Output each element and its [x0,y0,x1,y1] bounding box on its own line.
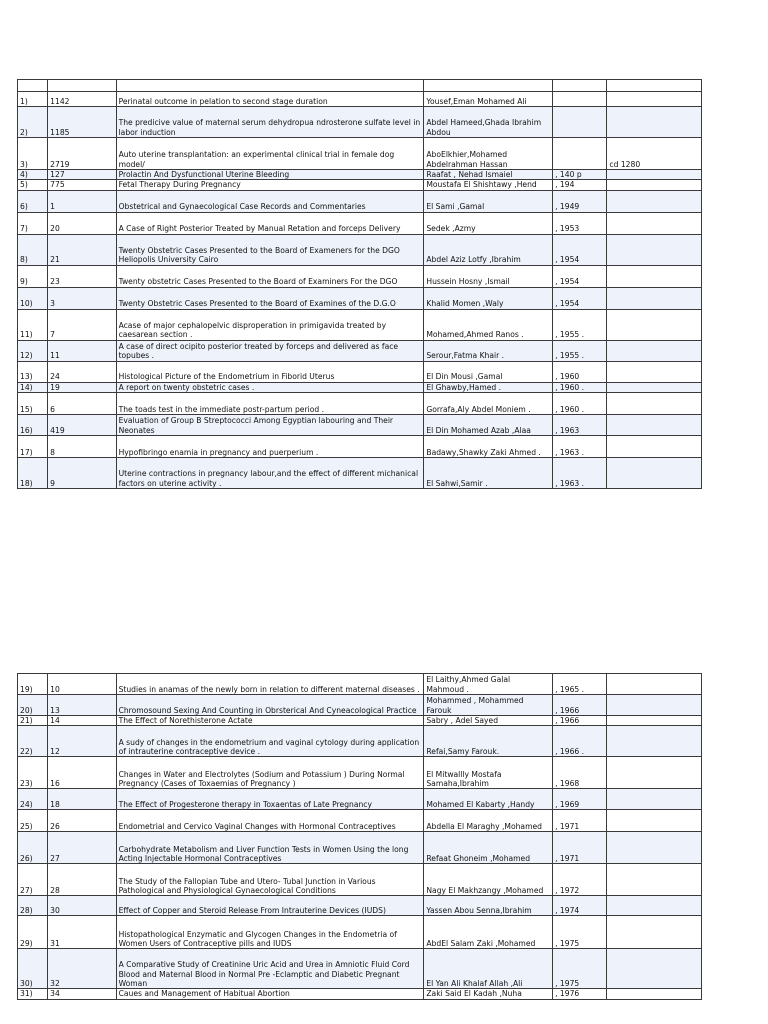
thesis-table-page-2 [17,673,702,1000]
table-row [18,949,702,989]
author-cell: Mohamed El Kabarty ,Handy [424,789,553,810]
accession-number-cell: 3 [48,287,116,309]
thesis-title-cell: Endometrial and Cervico Vaginal Changes with Hormonal Contraceptives [116,810,424,832]
row-number-cell: 15) [18,393,48,415]
author-cell: El Sami ,Gamal [424,190,553,212]
thesis-title-cell: The predicive value of maternal serum dehydropua ndrosterone sulfate level in labor induction [116,107,424,138]
row-number-cell: 2) [18,107,48,138]
author-cell: Yousef,Eman Mohamed Ali [424,92,553,107]
thesis-title-cell: Acase of major cephalopelvic disproperation in primigavida treated by caesarean section . [116,309,424,340]
year-cell: , 1963 [553,415,607,436]
author-cell: Zaki Said El Kadah ,Nuha [424,989,553,999]
accession-number-cell: 21 [48,234,116,265]
author-cell: Mohamed,Ahmed Ranos . [424,309,553,340]
note-cell [607,789,702,810]
author-cell: AboElkhier,Mohamed Abdelrahman Hassan [424,138,553,170]
thesis-title-cell: Caues and Management of Habitual Abortion [116,989,424,999]
thesis-title-cell: Histological Picture of the Endometrium in Fiborid Uterus [116,361,424,382]
note-cell [607,716,702,726]
table-body [18,674,702,1000]
author-cell: El Din Mousi ,Gamal [424,361,553,382]
author-cell: Raafat , Nehad Ismaiel [424,170,553,180]
row-number-cell: 13) [18,361,48,382]
author-cell: El Ghawby,Hamed . [424,382,553,392]
table-row [18,234,702,265]
note-cell [607,170,702,180]
year-cell: , 1963 . [553,436,607,458]
accession-number-cell: 775 [48,180,116,190]
year-cell: , 1972 [553,864,607,896]
year-cell: , 1966 [553,695,607,716]
table-row [18,916,702,949]
author-cell: Khalid Momen ,Waly [424,287,553,309]
accession-number-cell: 18 [48,789,116,810]
table-row [18,789,702,810]
note-cell [607,896,702,916]
table-row [18,340,702,361]
table-row [18,896,702,916]
thesis-title-cell: Changes in Water and Electrolytes (Sodium and Potassium ) During Normal Pregnancy (Cases of Toxaemias of Pregnancy ) [116,757,424,789]
year-cell: , 1975 [553,949,607,989]
author-cell: AbdEl Salam Zaki ,Mohamed [424,916,553,949]
row-number-cell: 17) [18,436,48,458]
table-row [18,138,702,170]
row-number-cell: 21) [18,716,48,726]
table-row [18,415,702,436]
table-row [18,361,702,382]
note-cell [607,212,702,234]
note-cell [607,107,702,138]
row-number-cell: 27) [18,864,48,896]
thesis-table-page-1 [17,79,702,489]
thesis-title-cell: The toads test in the immediate postr-partum period . [116,393,424,415]
note-cell [607,361,702,382]
author-cell: Abdel Hameed,Ghada Ibrahim Abdou [424,107,553,138]
accession-number-cell: 12 [48,726,116,757]
table-row [18,716,702,726]
author-cell: Moustafa El Shishtawy ,Hend [424,180,553,190]
year-cell: , 1971 [553,832,607,864]
row-number-cell: 18) [18,458,48,489]
author-cell: Gorrafa,Aly Abdel Moniem . [424,393,553,415]
accession-number-cell: 31 [48,916,116,949]
accession-number-cell: 13 [48,695,116,716]
thesis-title-cell: Auto uterine transplantation: an experimental clinical trial in female dog model/ [116,138,424,170]
row-number-cell: 25) [18,810,48,832]
accession-number-cell: 419 [48,415,116,436]
table-row [18,212,702,234]
row-number-cell: 10) [18,287,48,309]
note-cell [607,415,702,436]
thesis-title-cell: Evaluation of Group B Streptococci Among Egyptian labouring and Their Neonates [116,415,424,436]
note-cell [607,916,702,949]
accession-number-cell: 16 [48,757,116,789]
note-cell [607,180,702,190]
row-number-cell: 8) [18,234,48,265]
thesis-title-cell: Prolactin And Dysfunctional Uterine Bleeding [116,170,424,180]
note-cell [607,726,702,757]
accession-number-cell: 20 [48,212,116,234]
table-row [18,170,702,180]
row-number-cell: 31) [18,989,48,999]
accession-number-cell: 19 [48,382,116,392]
row-number-cell: 3) [18,138,48,170]
note-cell [607,832,702,864]
accession-number-cell: 6 [48,393,116,415]
thesis-title-cell: The Effect of Norethisterone Actate [116,716,424,726]
accession-number-cell: 28 [48,864,116,896]
accession-number-cell: 1142 [48,92,116,107]
row-number-cell: 20) [18,695,48,716]
table-row [18,190,702,212]
row-number-cell: 29) [18,916,48,949]
accession-number-cell: 27 [48,832,116,864]
table-row [18,382,702,392]
accession-number-cell: 1185 [48,107,116,138]
row-number-cell: 6) [18,190,48,212]
author-cell: El Mitwallly Mostafa Samaha,Ibrahim [424,757,553,789]
note-cell [607,458,702,489]
row-number-cell: 22) [18,726,48,757]
author-cell: Abdel Aziz Lotfy ,Ibrahim [424,234,553,265]
row-number-cell: 28) [18,896,48,916]
note-cell [607,757,702,789]
note-cell [607,190,702,212]
year-cell: , 1971 [553,810,607,832]
table-row [18,436,702,458]
year-cell: , 1954 [553,287,607,309]
year-cell: , 1974 [553,896,607,916]
author-cell: Yassen Abou Senna,Ibrahim [424,896,553,916]
accession-number-cell: 23 [48,265,116,287]
accession-number-cell: 14 [48,716,116,726]
row-number-cell: 7) [18,212,48,234]
row-number-cell: 11) [18,309,48,340]
year-cell: , 1976 [553,989,607,999]
thesis-title-cell: A report on twenty obstetric cases . [116,382,424,392]
table-row [18,695,702,716]
table-row [18,107,702,138]
author-cell: El Laithy,Ahmed Galal Mahmoud . [424,674,553,695]
year-cell: , 1975 [553,916,607,949]
year-cell: , 1954 [553,234,607,265]
thesis-title-cell: Carbohydrate Metabolism and Liver Function Tests in Women Using the long Acting Injectable Hormonal Contraceptives [116,832,424,864]
accession-number-cell: 2719 [48,138,116,170]
table-row [18,726,702,757]
year-cell: , 1960 . [553,393,607,415]
thesis-title-cell: A Case of Right Posterior Treated by Manual Retation and forceps Delivery [116,212,424,234]
thesis-title-cell: Uterine contractions in pregnancy labour,and the effect of different michanical factors on uterine activity . [116,458,424,489]
author-cell: Refai,Samy Farouk. [424,726,553,757]
note-cell [607,340,702,361]
year-cell: , 1960 . [553,382,607,392]
accession-number-cell: 10 [48,674,116,695]
author-cell: Hussein Hosny ,Ismail [424,265,553,287]
year-cell: , 1949 [553,190,607,212]
author-cell: Nagy El Makhzangy ,Mohamed [424,864,553,896]
note-cell [607,695,702,716]
table-row [18,309,702,340]
year-cell: , 194 [553,180,607,190]
thesis-title-cell: Fetal Therapy During Pregnancy [116,180,424,190]
table-row [18,458,702,489]
row-number-cell: 5) [18,180,48,190]
accession-number-cell: 34 [48,989,116,999]
author-cell: Sabry , Adel Sayed [424,716,553,726]
year-cell: , 1965 . [553,674,607,695]
note-cell: cd 1280 [607,138,702,170]
year-cell: , 1966 [553,716,607,726]
row-number-cell: 12) [18,340,48,361]
note-cell [607,382,702,392]
thesis-title-cell: The Study of the Fallopian Tube and Utero- Tubal Junction in Various Pathological and Physiological Gynaecological Conditions [116,864,424,896]
accession-number-cell: 8 [48,436,116,458]
year-cell [553,107,607,138]
note-cell [607,436,702,458]
table-row [18,265,702,287]
note-cell [607,393,702,415]
note-cell [607,92,702,107]
accession-number-cell: 7 [48,309,116,340]
row-number-cell: 19) [18,674,48,695]
accession-number-cell: 32 [48,949,116,989]
accession-number-cell: 26 [48,810,116,832]
year-cell [553,138,607,170]
table-row [18,287,702,309]
year-cell: , 1963 . [553,458,607,489]
year-cell: , 1968 [553,757,607,789]
table-row [18,393,702,415]
table-row [18,180,702,190]
author-cell: Sedek ,Azmy [424,212,553,234]
year-cell: , 1954 [553,265,607,287]
row-number-cell: 9) [18,265,48,287]
row-number-cell: 14) [18,382,48,392]
thesis-title-cell: Hypofibringo enamia in pregnancy and puerperium . [116,436,424,458]
header-row-blank [18,80,702,92]
year-cell: , 1960 [553,361,607,382]
thesis-title-cell: Histopathological Enzymatic and Glycogen Changes in the Endometria of Women Users of Contraceptive pills and IUDS [116,916,424,949]
year-cell: , 140 p [553,170,607,180]
row-number-cell: 26) [18,832,48,864]
note-cell [607,287,702,309]
table-body [18,80,702,489]
table-row [18,832,702,864]
accession-number-cell: 24 [48,361,116,382]
row-number-cell: 23) [18,757,48,789]
note-cell [607,810,702,832]
table-row [18,864,702,896]
thesis-title-cell: Obstetrical and Gynaecological Case Records and Commentaries [116,190,424,212]
thesis-title-cell: Chromosound Sexing And Counting in Obrsterical And Cyneacological Practice [116,695,424,716]
author-cell: Serour,Fatma Khair . [424,340,553,361]
year-cell: , 1966 . [553,726,607,757]
table-row [18,810,702,832]
thesis-title-cell: A case of direct ocipito posterior treated by forceps and delivered as face topubes . [116,340,424,361]
accession-number-cell: 11 [48,340,116,361]
year-cell [553,92,607,107]
note-cell [607,949,702,989]
thesis-title-cell: Studies in anamas of the newly born in relation to different maternal diseases . [116,674,424,695]
year-cell: , 1955 . [553,309,607,340]
accession-number-cell: 127 [48,170,116,180]
thesis-title-cell: Twenty Obstetric Cases Presented to the Board of Exameners for the DGO Heliopolis University Cairo [116,234,424,265]
author-cell: Refaat Ghoneim ,Mohamed [424,832,553,864]
thesis-title-cell: The Effect of Progesterone therapy in Toxaentas of Late Pregnancy [116,789,424,810]
accession-number-cell: 9 [48,458,116,489]
thesis-title-cell: A sudy of changes in the endometrium and vaginal cytology during application of intrauterine contraceptive device . [116,726,424,757]
table-row [18,989,702,999]
thesis-title-cell: Twenty obstetric Cases Presented to the Board of Examiners For the DGO [116,265,424,287]
author-cell: El Sahwi,Samir . [424,458,553,489]
row-number-cell: 30) [18,949,48,989]
row-number-cell: 1) [18,92,48,107]
author-cell: Abdella El Maraghy ,Mohamed [424,810,553,832]
note-cell [607,674,702,695]
row-number-cell: 16) [18,415,48,436]
year-cell: , 1969 [553,789,607,810]
thesis-title-cell: Twenty Obstetric Cases Presented to the Board of Examines of the D.G.O [116,287,424,309]
accession-number-cell: 30 [48,896,116,916]
row-number-cell: 4) [18,170,48,180]
year-cell: , 1955 . [553,340,607,361]
thesis-title-cell: Perinatal outcome in pelation to second stage duration [116,92,424,107]
author-cell: Badawy,Shawky Zaki Ahmed . [424,436,553,458]
thesis-title-cell: A Comparative Study of Creatinine Uric Acid and Urea in Amniotic Fluid Cord Blood and Maternal Blood in Normal Pre -Eclamptic and Diabetic Pregnant Woman [116,949,424,989]
table-row [18,757,702,789]
note-cell [607,234,702,265]
row-number-cell: 24) [18,789,48,810]
thesis-title-cell: Effect of Copper and Steroid Release From Intrauterine Devices (IUDS) [116,896,424,916]
accession-number-cell: 1 [48,190,116,212]
table-row [18,92,702,107]
author-cell: Mohammed , Mohammed Farouk [424,695,553,716]
note-cell [607,864,702,896]
note-cell [607,265,702,287]
author-cell: El Yan Ali Khalaf Allah ,Ali [424,949,553,989]
note-cell [607,989,702,999]
table-row [18,674,702,695]
author-cell: El Din Mohamed Azab ,Alaa [424,415,553,436]
year-cell: , 1953 [553,212,607,234]
note-cell [607,309,702,340]
